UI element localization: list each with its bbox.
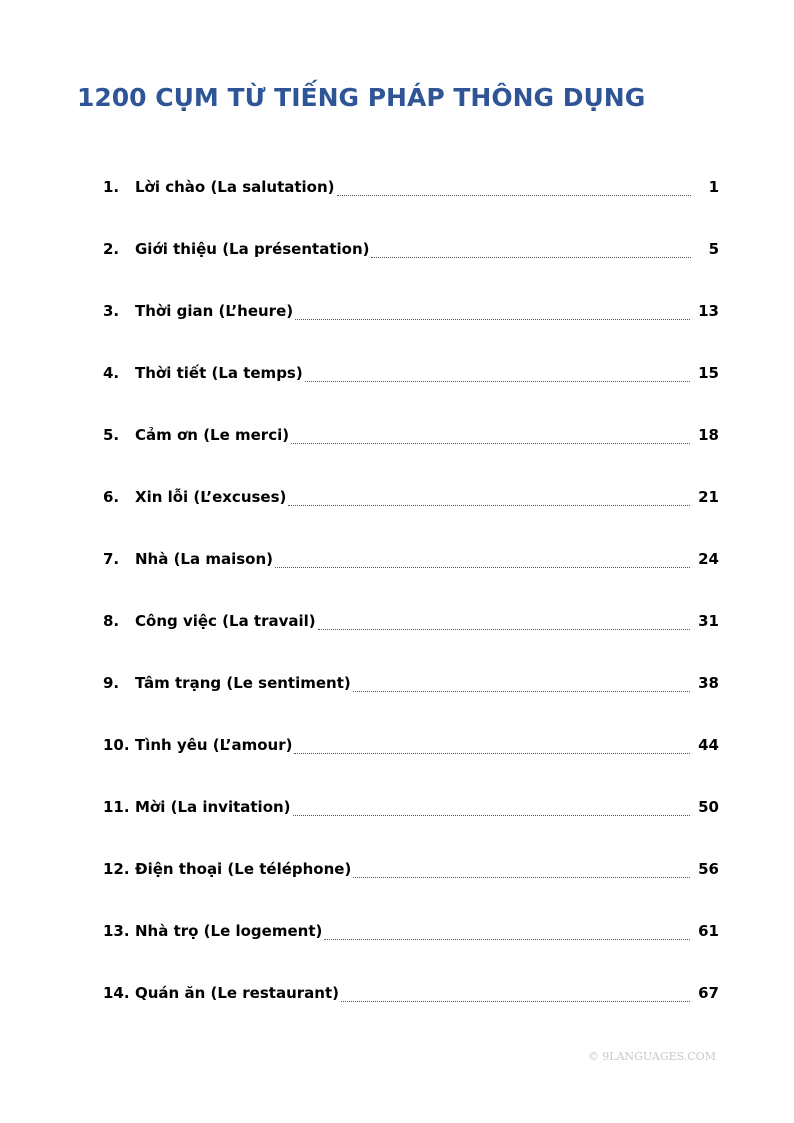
toc-entry[interactable]	[103, 962, 719, 1024]
toc-entry-page: 5	[708, 240, 719, 258]
toc-entry-number: 2.	[103, 240, 120, 258]
toc-entry-page: 18	[698, 426, 719, 444]
toc-entry-label: Thời tiết (La temps)	[135, 364, 303, 382]
toc-entry-number: 3.	[103, 302, 120, 320]
toc-dot-leader	[353, 864, 690, 878]
toc-dot-leader	[293, 802, 691, 816]
toc-entry[interactable]	[103, 404, 719, 466]
toc-entry[interactable]	[103, 218, 719, 280]
toc-entry-page: 67	[698, 984, 719, 1002]
toc-entry-label: Mời (La invitation)	[135, 798, 291, 816]
toc-dot-leader	[305, 368, 690, 382]
toc-entry-label: Quán ăn (Le restaurant)	[135, 984, 339, 1002]
toc-dot-leader	[288, 492, 690, 506]
toc-entry-number: 9.	[103, 674, 120, 692]
toc-entry-label: Công việc (La travail)	[135, 612, 316, 630]
toc-entry-label: Tâm trạng (Le sentiment)	[135, 674, 351, 692]
copyright-watermark: © 9LANGUAGES.COM	[587, 1050, 716, 1063]
toc-dot-leader	[294, 740, 690, 754]
toc-entry-number: 7.	[103, 550, 120, 568]
toc-entry-label: Tình yêu (L’amour)	[135, 736, 293, 754]
toc-entry-page: 13	[698, 302, 719, 320]
toc-entry-label: Xin lỗi (L’excuses)	[135, 488, 287, 506]
toc-entry-label: Điện thoại (Le téléphone)	[135, 860, 352, 878]
toc-entry[interactable]	[103, 714, 719, 776]
toc-dot-leader	[291, 430, 690, 444]
toc-entry-label: Thời gian (L’heure)	[135, 302, 294, 320]
toc-dot-leader	[324, 926, 690, 940]
toc-entry-page: 31	[698, 612, 719, 630]
toc-entry-number: 14.	[103, 984, 130, 1002]
toc-entry-number: 13.	[103, 922, 130, 940]
toc-entry[interactable]	[103, 838, 719, 900]
toc-entry-page: 38	[698, 674, 719, 692]
toc-dot-leader	[353, 678, 690, 692]
toc-entry-label: Lời chào (La salutation)	[135, 178, 335, 196]
toc-entry-number: 10.	[103, 736, 130, 754]
toc-dot-leader	[295, 306, 690, 320]
toc-dot-leader	[337, 182, 691, 196]
toc-entry[interactable]	[103, 528, 719, 590]
toc-entry-page: 15	[698, 364, 719, 382]
toc-entry[interactable]	[103, 156, 719, 218]
toc-entry-number: 5.	[103, 426, 120, 444]
toc-entry-number: 1.	[103, 178, 120, 196]
document-title: 1200 CỤM TỪ TIẾNG PHÁP THÔNG DỤNG	[77, 83, 646, 112]
toc-entry[interactable]	[103, 776, 719, 838]
table-of-contents	[103, 156, 719, 1024]
toc-entry[interactable]	[103, 652, 719, 714]
toc-entry-page: 1	[708, 178, 719, 196]
toc-entry-page: 24	[698, 550, 719, 568]
toc-entry[interactable]	[103, 342, 719, 404]
toc-entry-number: 4.	[103, 364, 120, 382]
toc-entry-label: Nhà (La maison)	[135, 550, 273, 568]
toc-entry-number: 12.	[103, 860, 130, 878]
toc-entry-page: 61	[698, 922, 719, 940]
toc-entry-page: 44	[698, 736, 719, 754]
toc-entry-label: Cảm ơn (Le merci)	[135, 426, 290, 444]
toc-entry[interactable]	[103, 280, 719, 342]
toc-entry[interactable]	[103, 466, 719, 528]
toc-entry-page: 56	[698, 860, 719, 878]
toc-entry[interactable]	[103, 900, 719, 962]
toc-entry-number: 11.	[103, 798, 130, 816]
toc-entry-label: Giới thiệu (La présentation)	[135, 240, 370, 258]
toc-entry-page: 50	[698, 798, 719, 816]
toc-dot-leader	[341, 988, 690, 1002]
toc-entry[interactable]	[103, 590, 719, 652]
toc-entry-number: 8.	[103, 612, 120, 630]
toc-entry-page: 21	[698, 488, 719, 506]
toc-entry-label: Nhà trọ (Le logement)	[135, 922, 323, 940]
toc-dot-leader	[318, 616, 690, 630]
toc-dot-leader	[275, 554, 690, 568]
toc-entry-number: 6.	[103, 488, 120, 506]
toc-dot-leader	[371, 244, 691, 258]
